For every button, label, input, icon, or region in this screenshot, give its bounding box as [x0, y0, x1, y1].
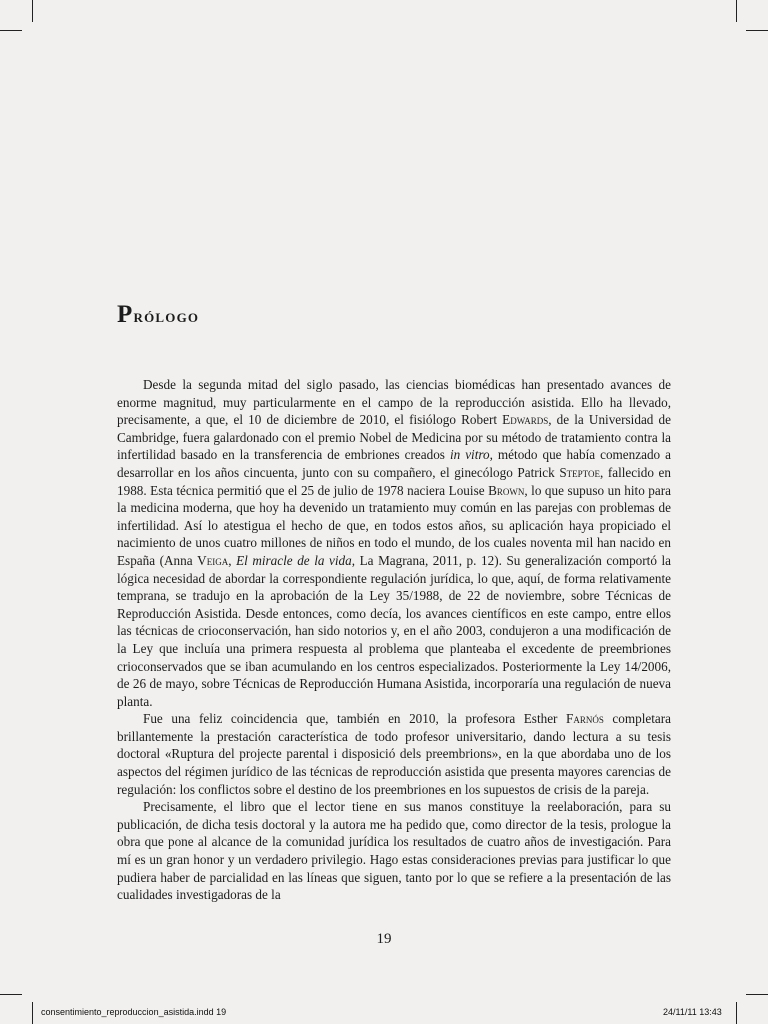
- prologue-body: [117, 376, 671, 904]
- text-run: , de la Universidad de Cambridge, fuera galardonado con el premio Nobel de Medicina por su método de tratamiento contra la infertilidad basado en la transferencia de embriones creados: [117, 412, 671, 463]
- surname: Edwards: [502, 412, 549, 428]
- body-paragraph: [117, 710, 671, 798]
- crop-mark: [32, 1002, 33, 1024]
- surname: Steptoe: [559, 464, 600, 480]
- title-rest: rólogo: [133, 305, 200, 327]
- italic-text: El miracle de la vida: [236, 552, 352, 568]
- text-run: Desde la segunda mitad del siglo pasado, las ciencias biomédicas han presentado avances de enorme magnitud, muy particularmente en el campo de la reproducción asistida. Ello ha llevado, precisamente, a que, el 10 de diciembre de 2010, el fisiólogo Robert: [117, 377, 671, 428]
- text-run: Fue una feliz coincidencia que, también en 2010, la profesora Esther: [143, 711, 567, 727]
- surname: Farnós: [566, 711, 604, 727]
- text-run: ,: [228, 552, 237, 568]
- crop-mark: [0, 994, 22, 995]
- text-run: Precisamente, el libro que el lector tiene en sus manos constituye la reelaboración, para su publicación, de dicha tesis doctoral y la autora me ha pedido que, como director de la tesis, prologue la obra que pone al alcance de la comunidad jurídica los resultados de cuatro años de investigación. Para mí es un gran honor y un verdadero privilegio. Hago estas consideraciones previas para justificar lo que pudiera haber de parcialidad en las líneas que siguen, tanto por lo que se refiere a la presentación de las cualidades investigadoras de la: [117, 799, 671, 903]
- surname: Brown: [488, 482, 525, 498]
- page-number: 19: [376, 931, 392, 947]
- text-run: , lo que supuso un hito para la medicina moderna, que hoy ha devenido un tratamiento muy común en las parejas con problemas de infertilidad. Así lo atestigua el hecho de que, en todos estos años, su aplicación haya propiciado el nacimiento de unos cuatro millones de niños en todo el mundo, de los cuales noventa mil han nacido en España (Anna: [117, 482, 671, 568]
- chapter-title: [117, 301, 199, 329]
- italic-text: in vitro: [449, 447, 490, 463]
- surname: Veiga: [197, 552, 229, 568]
- crop-mark: [746, 30, 768, 31]
- body-paragraph: [117, 798, 671, 904]
- crop-mark: [736, 1002, 737, 1024]
- body-paragraph: [117, 376, 671, 710]
- crop-mark: [736, 0, 737, 22]
- title-initial: P: [117, 300, 134, 328]
- text-run: , fallecido en 1988. Esta técnica permitió que el 25 de julio de 1978 naciera Louise: [117, 464, 672, 498]
- text-run: , método que había comenzado a desarrollar en los años cincuenta, junto con su compañero, el ginecólogo Patrick: [117, 447, 671, 480]
- slug-filename: consentimiento_reproduccion_asistida.indd 19: [41, 1007, 227, 1017]
- text-run: completara brillantemente la prestación característica de todo profesor universitario, dando lectura a su tesis doctoral «Ruptura del projecte parental i disposició dels preembrions», en la que abordaba uno de los aspectos del régimen jurídico de las técnicas de reproducción asistida que presenta mayores carencias de regulación: los conflictos sobre el destino de los preembriones en los supuestos de crisis de la pareja.: [117, 711, 671, 797]
- crop-mark: [746, 994, 768, 995]
- crop-mark: [0, 30, 22, 31]
- text-run: , La Magrana, 2011, p. 12). Su generalización comportó la lógica necesidad de abordar la correspondiente regulación jurídica, lo que, aquí, de forma relativamente temprana, se tradujo en la aprobación de la Ley 35/1988, de 22 de noviembre, sobre Técnicas de Reproducción Asistida. Desde entonces, como decía, los avances científicos en este campo, entre ellos las técnicas de crioconservación, han sido notorios y, en el año 2003, condujeron a una modificación de la Ley que incluía una primera respuesta al problema que planteaba el excedente de preembriones crioconservados que se iban acumulando en los centros especializados. Posteriormente la Ley 14/2006, de 26 de mayo, sobre Técnicas de Reproducción Humana Asistida, incorporaría una regulación de nueva planta.: [117, 552, 672, 709]
- slug-date: 24/11/11 13:43: [663, 1007, 722, 1017]
- crop-mark: [32, 0, 33, 22]
